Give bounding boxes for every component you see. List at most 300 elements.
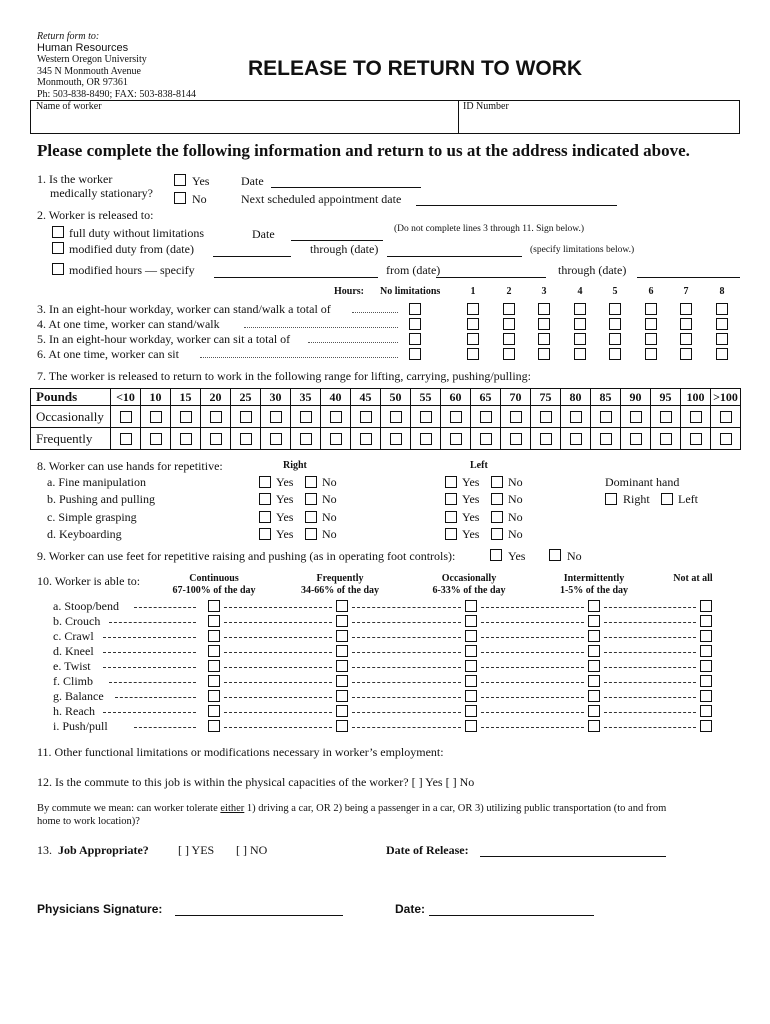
q8-yes-label: Yes (462, 527, 480, 541)
q8-right-no-checkbox[interactable] (305, 528, 317, 540)
q10-dash-line (352, 682, 461, 683)
lift-cell (381, 428, 411, 450)
lift-frequently-checkbox[interactable] (270, 433, 282, 445)
q8-right-header: Right (283, 460, 307, 471)
q5-label: 5. In an eight-hour workday, worker can sit a total of (37, 332, 291, 346)
q10-dash-line (352, 697, 461, 698)
q10-item-5-col-1-checkbox[interactable] (336, 675, 348, 687)
q10-item-3-col-4-checkbox[interactable] (700, 645, 712, 657)
lift-frequently-checkbox[interactable] (180, 433, 192, 445)
q8-left-yes-checkbox[interactable] (445, 528, 457, 540)
q8-right-no-checkbox[interactable] (305, 511, 317, 523)
q6-hour-1-checkbox[interactable] (467, 348, 479, 360)
q8-item-d: d. Keyboarding (47, 527, 122, 541)
q8-left-header: Left (470, 460, 488, 471)
q10-item-6-col-1-checkbox[interactable] (336, 690, 348, 702)
lift-occasionally-checkbox[interactable] (570, 411, 582, 423)
q10-leader (103, 712, 196, 713)
weight-header: 40 (321, 389, 351, 406)
lift-occasionally-checkbox[interactable] (480, 411, 492, 423)
q1-no-checkbox[interactable] (174, 192, 186, 204)
q3-hour-4-checkbox[interactable] (574, 303, 586, 315)
lift-frequently-checkbox[interactable] (570, 433, 582, 445)
q2-modified-duty-checkbox[interactable] (52, 242, 64, 254)
q10-dash-line (224, 682, 332, 683)
lift-frequently-checkbox[interactable] (510, 433, 522, 445)
q3-hour-3-checkbox[interactable] (538, 303, 550, 315)
q8-left-no-checkbox[interactable] (491, 511, 503, 523)
weight-header: 35 (291, 389, 321, 406)
q10-col-frequently: Frequently 34-66% of the day (300, 573, 380, 596)
q10-item-8-col-0-checkbox[interactable] (208, 720, 220, 732)
lift-cell (261, 428, 291, 450)
q10-dash-line (352, 667, 461, 668)
weight-header: 65 (471, 389, 501, 406)
q10-item-8-col-1-checkbox[interactable] (336, 720, 348, 732)
lift-occasionally-checkbox[interactable] (120, 411, 132, 423)
lift-frequently-checkbox[interactable] (660, 433, 672, 445)
weight-header: 10 (141, 389, 171, 406)
q5-hour-5-checkbox[interactable] (609, 333, 621, 345)
lift-cell (411, 406, 441, 428)
q6-hour-7-checkbox[interactable] (680, 348, 692, 360)
date-of-release-field[interactable] (480, 856, 666, 857)
q2-hours-through-field[interactable] (637, 277, 740, 278)
lift-occasionally-checkbox[interactable] (600, 411, 612, 423)
q4-no-limitations-checkbox[interactable] (409, 318, 421, 330)
q5-hour-2-checkbox[interactable] (503, 333, 515, 345)
lift-cell (711, 406, 741, 428)
q9-no-label: No (567, 549, 582, 563)
q10-item-2-col-4-checkbox[interactable] (700, 630, 712, 642)
q10-item-3: d. Kneel (53, 644, 94, 658)
q10-item-0-col-3-checkbox[interactable] (588, 600, 600, 612)
q4-hour-4-checkbox[interactable] (574, 318, 586, 330)
q10-dash-line (604, 622, 696, 623)
hours-num-1: 1 (470, 286, 476, 297)
q8-right-yes-checkbox[interactable] (259, 493, 271, 505)
q2-note-2: (specify limitations below.) (530, 245, 635, 255)
weight-header: 70 (501, 389, 531, 406)
hours-num-4: 4 (577, 286, 583, 297)
q10-item-3-col-0-checkbox[interactable] (208, 645, 220, 657)
q10-item-5-col-0-checkbox[interactable] (208, 675, 220, 687)
q10-dash-line (481, 727, 584, 728)
q6-hour-4-checkbox[interactable] (574, 348, 586, 360)
q10-item-1-col-0-checkbox[interactable] (208, 615, 220, 627)
q2-note-1: (Do not complete lines 3 through 11. Sign below.) (394, 224, 585, 234)
lift-frequently-checkbox[interactable] (450, 433, 462, 445)
hours-label: Hours: (334, 286, 364, 297)
q12-label: 12. Is the commute to this job is within the physical capacities of the worker? [ ] Yes [ ] No (37, 775, 475, 789)
q10-dash-line (481, 712, 584, 713)
q10-item-2: c. Crawl (53, 629, 94, 643)
lift-frequently-checkbox[interactable] (480, 433, 492, 445)
q10-item-2-col-1-checkbox[interactable] (336, 630, 348, 642)
lift-occasionally-checkbox[interactable] (210, 411, 222, 423)
physician-signature-field[interactable] (175, 915, 343, 916)
q10-item-1-col-4-checkbox[interactable] (700, 615, 712, 627)
q11-label: 11. Other functional limitations or modifications necessary in worker’s employment: (37, 745, 444, 759)
lift-frequently-checkbox[interactable] (150, 433, 162, 445)
lifting-occasionally-row (31, 406, 741, 428)
q10-leader (134, 727, 196, 728)
physician-signature-label: Physicians Signature: (37, 902, 163, 916)
lift-occasionally-checkbox[interactable] (300, 411, 312, 423)
lift-cell (171, 428, 201, 450)
q1-date-label: Date (241, 174, 264, 188)
lift-cell (291, 406, 321, 428)
q8-right-no-checkbox[interactable] (305, 476, 317, 488)
q5-no-limitations-checkbox[interactable] (409, 333, 421, 345)
q10-item-1: b. Crouch (53, 614, 101, 628)
lift-cell (441, 428, 471, 450)
q6-hour-5-checkbox[interactable] (609, 348, 621, 360)
lift-cell (321, 406, 351, 428)
dominant-left-checkbox[interactable] (661, 493, 673, 505)
lift-occasionally-checkbox[interactable] (360, 411, 372, 423)
q8-left-yes-checkbox[interactable] (445, 476, 457, 488)
lift-occasionally-checkbox[interactable] (630, 411, 642, 423)
q3-hour-8-checkbox[interactable] (716, 303, 728, 315)
lift-frequently-checkbox[interactable] (540, 433, 552, 445)
q3-hour-2-checkbox[interactable] (503, 303, 515, 315)
lift-cell (501, 428, 531, 450)
lift-occasionally-checkbox[interactable] (240, 411, 252, 423)
q8-right-yes-checkbox[interactable] (259, 528, 271, 540)
q2-through-label: through (date) (310, 242, 379, 256)
q8-yes-label: Yes (276, 475, 294, 489)
lift-occasionally-checkbox[interactable] (270, 411, 282, 423)
q13-label: Job Appropriate? (58, 843, 149, 857)
q10-item-6-col-0-checkbox[interactable] (208, 690, 220, 702)
q10-item-4-col-3-checkbox[interactable] (588, 660, 600, 672)
lift-occasionally-checkbox[interactable] (720, 411, 732, 423)
q10-item-8-col-4-checkbox[interactable] (700, 720, 712, 732)
q8-no-label: No (508, 492, 523, 506)
weight-header: 50 (381, 389, 411, 406)
lift-cell (351, 406, 381, 428)
dominant-hand-label: Dominant hand (605, 475, 680, 489)
q10-leader (103, 637, 196, 638)
q3-hour-7-checkbox[interactable] (680, 303, 692, 315)
q10-item-0: a. Stoop/bend (53, 599, 119, 613)
lift-frequently-checkbox[interactable] (360, 433, 372, 445)
q10-item-4-col-2-checkbox[interactable] (465, 660, 477, 672)
q10-item-7-col-2-checkbox[interactable] (465, 705, 477, 717)
q5-hour-7-checkbox[interactable] (680, 333, 692, 345)
lift-frequently-checkbox[interactable] (720, 433, 732, 445)
q6-hour-8-checkbox[interactable] (716, 348, 728, 360)
q8-left-no-checkbox[interactable] (491, 528, 503, 540)
hours-num-3: 3 (541, 286, 547, 297)
q10-item-5-col-2-checkbox[interactable] (465, 675, 477, 687)
q10-item-8-col-2-checkbox[interactable] (465, 720, 477, 732)
q10-item-5-col-3-checkbox[interactable] (588, 675, 600, 687)
q10-dash-line (352, 712, 461, 713)
q5-hour-1-checkbox[interactable] (467, 333, 479, 345)
q1-next-appt-label: Next scheduled appointment date (241, 192, 402, 206)
lift-cell (411, 428, 441, 450)
q2-modified-through-field[interactable] (387, 256, 522, 257)
q10-item-6-col-2-checkbox[interactable] (465, 690, 477, 702)
lift-cell (621, 428, 651, 450)
id-number-field[interactable] (463, 114, 733, 130)
q2-modified-from-field[interactable] (213, 256, 291, 257)
q5-leader (308, 342, 398, 343)
q10-item-2-col-3-checkbox[interactable] (588, 630, 600, 642)
q8-item-a: a. Fine manipulation (47, 475, 146, 489)
q3-hour-6-checkbox[interactable] (645, 303, 657, 315)
q10-item-4-col-1-checkbox[interactable] (336, 660, 348, 672)
instructions: Please complete the following information and return to us at the address indicated above. (37, 141, 690, 160)
lift-cell (711, 428, 741, 450)
q8-right-yes-checkbox[interactable] (259, 511, 271, 523)
q10-leader (134, 607, 196, 608)
lifting-header-row (31, 389, 741, 406)
name-of-worker-field[interactable] (36, 114, 451, 130)
q8-left-yes-checkbox[interactable] (445, 493, 457, 505)
weight-header: 20 (201, 389, 231, 406)
lift-cell (681, 406, 711, 428)
q4-hour-8-checkbox[interactable] (716, 318, 728, 330)
dominant-left-label: Left (678, 492, 698, 506)
q6-leader (200, 357, 398, 358)
q10-dash-line (481, 622, 584, 623)
q10-dash-line (224, 622, 332, 623)
q10-item-7: h. Reach (53, 704, 95, 718)
q8-item-b: b. Pushing and pulling (47, 492, 156, 506)
q3-hour-5-checkbox[interactable] (609, 303, 621, 315)
q2-date-label: Date (252, 227, 275, 241)
lift-occasionally-checkbox[interactable] (420, 411, 432, 423)
q5-hour-6-checkbox[interactable] (645, 333, 657, 345)
org-address: Western Oregon University 345 N Monmouth Avenue Monmouth, OR 97361 Ph: 503-838-8490; FAX: 503-838-8144 (37, 54, 196, 100)
lift-cell (501, 406, 531, 428)
q13-yes[interactable]: [ ] YES (178, 843, 215, 857)
q4-hour-3-checkbox[interactable] (538, 318, 550, 330)
q8-yes-label: Yes (462, 510, 480, 524)
lift-occasionally-checkbox[interactable] (180, 411, 192, 423)
lift-frequently-checkbox[interactable] (630, 433, 642, 445)
q10-item-0-col-4-checkbox[interactable] (700, 600, 712, 612)
q10-dash-line (352, 652, 461, 653)
q4-hour-6-checkbox[interactable] (645, 318, 657, 330)
q3-hour-1-checkbox[interactable] (467, 303, 479, 315)
q10-item-1-col-1-checkbox[interactable] (336, 615, 348, 627)
q10-dash-line (352, 622, 461, 623)
q9-yes-checkbox[interactable] (490, 549, 502, 561)
q1-date-field[interactable] (271, 187, 421, 188)
signature-date-field[interactable] (429, 915, 594, 916)
q2-modified-duty-label: modified duty from (date) (69, 242, 194, 256)
weight-header: 25 (231, 389, 261, 406)
q10-item-2-col-2-checkbox[interactable] (465, 630, 477, 642)
q10-item-0-col-1-checkbox[interactable] (336, 600, 348, 612)
lift-cell (231, 428, 261, 450)
weight-header: 90 (621, 389, 651, 406)
lift-cell (531, 406, 561, 428)
lift-occasionally-checkbox[interactable] (540, 411, 552, 423)
q10-dash-line (352, 607, 461, 608)
lifting-frequently-row (31, 428, 741, 450)
q4-hour-1-checkbox[interactable] (467, 318, 479, 330)
lift-frequently-checkbox[interactable] (420, 433, 432, 445)
q1-next-appt-field[interactable] (416, 205, 617, 206)
q4-hour-5-checkbox[interactable] (609, 318, 621, 330)
lift-cell (471, 406, 501, 428)
q10-item-0-col-0-checkbox[interactable] (208, 600, 220, 612)
lift-cell (111, 406, 141, 428)
q10-item-3-col-3-checkbox[interactable] (588, 645, 600, 657)
q4-leader (244, 327, 398, 328)
q10-dash-line (481, 682, 584, 683)
q8-yes-label: Yes (462, 492, 480, 506)
q8-right-no-checkbox[interactable] (305, 493, 317, 505)
q8-item-c: c. Simple grasping (47, 510, 137, 524)
q2-modified-hours-checkbox[interactable] (52, 263, 64, 275)
q2-through2-label: through (date) (558, 263, 627, 277)
lift-cell (591, 406, 621, 428)
q10-item-7-col-4-checkbox[interactable] (700, 705, 712, 717)
q10-dash-line (481, 637, 584, 638)
q6-no-limitations-checkbox[interactable] (409, 348, 421, 360)
q8-yes-label: Yes (462, 475, 480, 489)
lift-cell (441, 406, 471, 428)
q10-item-5: f. Climb (53, 674, 94, 688)
q10-item-1-col-2-checkbox[interactable] (465, 615, 477, 627)
q2-full-checkbox[interactable] (52, 226, 64, 238)
q10-item-7-col-3-checkbox[interactable] (588, 705, 600, 717)
q9-yes-label: Yes (508, 549, 526, 563)
q10-col-not-at-all: Not at all (673, 573, 713, 584)
q4-hour-7-checkbox[interactable] (680, 318, 692, 330)
lift-frequently-checkbox[interactable] (330, 433, 342, 445)
lift-occasionally-checkbox[interactable] (510, 411, 522, 423)
q10-item-4: e. Twist (53, 659, 91, 673)
q10-item-8-col-3-checkbox[interactable] (588, 720, 600, 732)
lift-frequently-checkbox[interactable] (210, 433, 222, 445)
q2-hours-specify-field[interactable] (214, 277, 378, 278)
q1-no-label: No (192, 192, 207, 206)
q8-no-label: No (322, 510, 337, 524)
weight-header: 15 (171, 389, 201, 406)
q8-left-no-checkbox[interactable] (491, 476, 503, 488)
q10-dash-line (224, 637, 332, 638)
lift-cell (291, 428, 321, 450)
q8-yes-label: Yes (276, 492, 294, 506)
q5-hour-8-checkbox[interactable] (716, 333, 728, 345)
q6-label: 6. At one time, worker can sit (37, 347, 179, 361)
lift-occasionally-checkbox[interactable] (660, 411, 672, 423)
lift-cell (591, 428, 621, 450)
q10-item-0-col-2-checkbox[interactable] (465, 600, 477, 612)
q6-hour-2-checkbox[interactable] (503, 348, 515, 360)
q10-item-4-col-0-checkbox[interactable] (208, 660, 220, 672)
dominant-right-checkbox[interactable] (605, 493, 617, 505)
id-number-label: ID Number (463, 101, 509, 112)
lift-occasionally-checkbox[interactable] (390, 411, 402, 423)
q8-right-yes-checkbox[interactable] (259, 476, 271, 488)
q8-no-label: No (322, 492, 337, 506)
q10-item-5-col-4-checkbox[interactable] (700, 675, 712, 687)
lift-cell (681, 428, 711, 450)
q8-left-no-checkbox[interactable] (491, 493, 503, 505)
occasionally-label: Occasionally (31, 406, 111, 428)
lift-frequently-checkbox[interactable] (240, 433, 252, 445)
lift-occasionally-checkbox[interactable] (330, 411, 342, 423)
lift-frequently-checkbox[interactable] (300, 433, 312, 445)
q6-hour-6-checkbox[interactable] (645, 348, 657, 360)
lift-occasionally-checkbox[interactable] (150, 411, 162, 423)
hours-num-5: 5 (612, 286, 618, 297)
q10-item-2-col-0-checkbox[interactable] (208, 630, 220, 642)
q1-label: 1. Is the worker (37, 172, 113, 186)
lift-occasionally-checkbox[interactable] (450, 411, 462, 423)
q8-no-label: No (322, 527, 337, 541)
q2-hours-from-field[interactable] (436, 277, 546, 278)
q8-left-yes-checkbox[interactable] (445, 511, 457, 523)
q10-dash-line (481, 652, 584, 653)
hours-num-2: 2 (506, 286, 512, 297)
q10-item-6-col-4-checkbox[interactable] (700, 690, 712, 702)
lift-frequently-checkbox[interactable] (120, 433, 132, 445)
q10-item-7-col-1-checkbox[interactable] (336, 705, 348, 717)
q5-hour-4-checkbox[interactable] (574, 333, 586, 345)
pounds-header: Pounds (31, 389, 111, 406)
q4-hour-2-checkbox[interactable] (503, 318, 515, 330)
q10-dash-line (604, 637, 696, 638)
hours-num-8: 8 (719, 286, 725, 297)
lift-cell (141, 406, 171, 428)
frequently-label: Frequently (31, 428, 111, 450)
q3-no-limitations-checkbox[interactable] (409, 303, 421, 315)
q10-item-4-col-4-checkbox[interactable] (700, 660, 712, 672)
lift-cell (651, 406, 681, 428)
lift-frequently-checkbox[interactable] (690, 433, 702, 445)
q10-item-7-col-0-checkbox[interactable] (208, 705, 220, 717)
q10-item-3-col-2-checkbox[interactable] (465, 645, 477, 657)
weight-header: 30 (261, 389, 291, 406)
weight-header: <10 (111, 389, 141, 406)
q2-full-label: full duty without limitations (69, 226, 204, 240)
commute-note-2: home to work location)? (37, 816, 140, 827)
lift-frequently-checkbox[interactable] (390, 433, 402, 445)
q13-no[interactable]: [ ] NO (236, 843, 268, 857)
q10-item-1-col-3-checkbox[interactable] (588, 615, 600, 627)
commute-note: By commute we mean: can worker tolerate either 1) driving a car, OR 2) being a passenger in a car, OR 3) utilizing public transportation (to and from (37, 803, 667, 814)
q10-dash-line (224, 652, 332, 653)
dominant-right-label: Right (623, 492, 650, 506)
q6-hour-3-checkbox[interactable] (538, 348, 550, 360)
q10-item-3-col-1-checkbox[interactable] (336, 645, 348, 657)
q10-item-6: g. Balance (53, 689, 104, 703)
form-title: RELEASE TO RETURN TO WORK (248, 57, 583, 80)
q2-date-field[interactable] (291, 240, 383, 241)
q10-leader (103, 667, 196, 668)
lift-occasionally-checkbox[interactable] (690, 411, 702, 423)
hours-num-7: 7 (683, 286, 689, 297)
q10-item-6-col-3-checkbox[interactable] (588, 690, 600, 702)
q1-yes-checkbox[interactable] (174, 174, 186, 186)
q10-label: 10. Worker is able to: (37, 574, 141, 588)
q5-hour-3-checkbox[interactable] (538, 333, 550, 345)
q10-col-continuous: Continuous 67-100% of the day (172, 573, 256, 596)
lift-frequently-checkbox[interactable] (600, 433, 612, 445)
q8-yes-label: Yes (276, 527, 294, 541)
q10-leader (109, 682, 196, 683)
q9-no-checkbox[interactable] (549, 549, 561, 561)
